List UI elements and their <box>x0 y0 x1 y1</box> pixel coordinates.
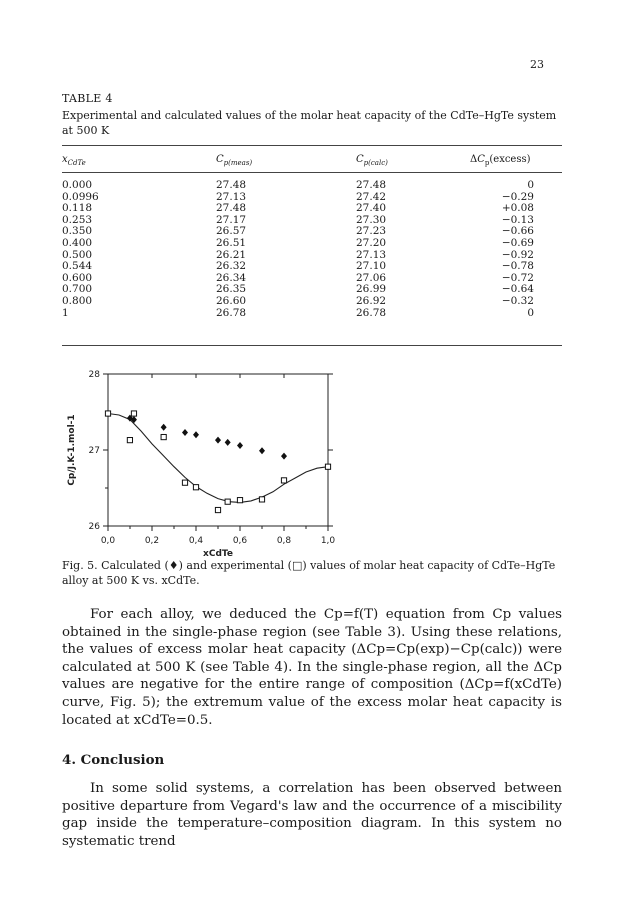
table-header-rule <box>62 172 562 173</box>
table-cell: −0.29 <box>501 190 534 203</box>
x-axis-label: xCdTe <box>203 549 233 559</box>
column-xcdte <box>62 180 99 319</box>
table-cell: 27.30 <box>356 213 387 226</box>
diamond-marker-icon: ♦ <box>168 559 179 572</box>
calculated-point <box>193 431 199 438</box>
table-cell: −0.92 <box>501 248 534 261</box>
table-cell: 0.0996 <box>62 190 99 203</box>
table-cell: 0.500 <box>62 248 93 261</box>
table-cell: 27.48 <box>216 202 247 215</box>
table-cell: 0.118 <box>62 202 93 215</box>
table-cell: −0.66 <box>501 225 534 238</box>
table-cell: −0.13 <box>501 213 534 226</box>
experimental-point <box>259 497 264 502</box>
table-cell: 0.000 <box>62 179 93 191</box>
header-xcdte: $x_{CdTe}$ <box>62 154 86 167</box>
table-cell: 0.544 <box>62 260 93 273</box>
table-cell: 26.78 <box>216 306 247 319</box>
experimental-point <box>215 507 220 512</box>
table-cell: 26.51 <box>216 236 247 249</box>
column-delta-cp <box>490 180 534 319</box>
table-cell: 0.253 <box>62 213 93 226</box>
table-cell: 27.40 <box>356 202 387 215</box>
column-cp-meas <box>216 180 246 319</box>
table-cell: 26.32 <box>216 260 247 273</box>
calculated-point <box>237 442 243 449</box>
heat-capacity-chart <box>60 362 360 560</box>
experimental-point <box>105 411 110 416</box>
table-cell: 27.17 <box>216 213 247 226</box>
table-cell: 26.35 <box>216 283 247 296</box>
figure-caption: Fig. 5. Calculated (♦) and experimental (□) values of molar heat capacity of CdTe–HgTe alloy at 500 K vs. xCdTe. <box>62 559 556 587</box>
table-cell: 27.13 <box>216 190 247 203</box>
table-cell: 27.42 <box>356 190 387 203</box>
experimental-point <box>161 434 166 439</box>
calculated-point <box>281 453 287 460</box>
table-cell: −0.32 <box>501 294 534 307</box>
table-cell: −0.78 <box>501 260 534 273</box>
square-marker-icon: □ <box>291 559 303 572</box>
table-cell: 27.13 <box>356 248 387 261</box>
table-cell: 27.06 <box>356 271 387 284</box>
header-delta-cp: $\Delta C_p(excess)$ <box>470 154 531 167</box>
calculated-point <box>225 439 231 446</box>
table-cell: −0.72 <box>501 271 534 284</box>
calculated-point <box>182 429 188 436</box>
plot-frame <box>108 374 328 526</box>
x-tick-label: 0,0 <box>100 536 116 546</box>
table-cell: 26.78 <box>356 306 387 319</box>
header-cp-meas: $C_{p(meas)}$ <box>216 154 253 167</box>
table-cell: 0 <box>527 179 534 191</box>
table-cell: 27.10 <box>356 260 387 273</box>
experimental-point <box>325 464 330 469</box>
calculated-point <box>161 424 167 431</box>
y-tick-label: 28 <box>88 370 100 380</box>
table-cell: +0.08 <box>501 202 534 215</box>
page-number: 23 <box>530 58 544 71</box>
table-cell: −0.64 <box>501 283 534 296</box>
table-cell: 0.350 <box>62 225 93 238</box>
y-tick-label: 26 <box>88 522 100 532</box>
calculated-point <box>215 437 221 444</box>
table-label: TABLE 4 <box>62 92 113 105</box>
table-cell: 0.700 <box>62 283 93 296</box>
body-paragraph-2: In some solid systems, a correlation has been observed between positive departure from Vegard's law and the occurrence of a miscibility gap inside the temperature–composition diagram. In this system no systematic trend <box>62 781 562 849</box>
table-top-rule <box>62 145 562 146</box>
x-tick-label: 0,4 <box>188 536 204 546</box>
experimental-point <box>182 480 187 485</box>
table-cell: 0 <box>527 306 534 319</box>
table-cell: 0.600 <box>62 271 93 284</box>
experimental-point <box>131 411 136 416</box>
experimental-point <box>127 438 132 443</box>
table-cell: 26.99 <box>356 283 387 296</box>
y-axis-label: Cp/J.K-1.mol-1 <box>67 414 77 486</box>
x-tick-label: 0,2 <box>144 536 160 546</box>
y-tick-label: 27 <box>88 446 100 456</box>
experimental-point <box>193 485 198 490</box>
x-tick-label: 1,0 <box>320 536 336 546</box>
table-cell: 0.400 <box>62 236 93 249</box>
table-cell: 1 <box>62 306 69 319</box>
experimental-point <box>237 498 242 503</box>
section-title: 4. Conclusion <box>62 752 165 768</box>
table-cell: 27.48 <box>216 179 247 191</box>
table-caption: Experimental and calculated values of the molar heat capacity of the CdTe–HgTe system at 500 K <box>62 109 557 137</box>
table-cell: 27.20 <box>356 236 387 249</box>
experimental-point <box>225 499 230 504</box>
table-cell: −0.69 <box>501 236 534 249</box>
x-tick-label: 0,8 <box>276 536 292 546</box>
table-bottom-rule <box>62 345 562 346</box>
table-cell: 26.92 <box>356 294 387 307</box>
column-cp-calc <box>356 180 386 319</box>
body-paragraph-1: For each alloy, we deduced the Cp=f(T) equation from Cp values obtained in the single-phase region (see Table 3). Using these relations, the values of excess molar heat capacity (ΔCp=Cp(exp)−Cp(calc)) were calculated at 500 K (see Table 4). In the single-phase region, all the ΔCp values are negative for the entire range of composition (ΔCp=f(xCdTe) curve, Fig. 5); the extremum value of the excess molar heat capacity is located at xCdTe=0.5. <box>62 607 562 728</box>
experimental-point <box>281 478 286 483</box>
x-tick-label: 0,6 <box>232 536 248 546</box>
table-cell: 0.800 <box>62 294 93 307</box>
calculated-point <box>259 447 265 454</box>
header-cp-calc: $C_{p(calc)}$ <box>356 154 388 167</box>
table-cell: 27.48 <box>356 179 387 191</box>
table-cell: 26.34 <box>216 271 247 284</box>
table-cell: 26.21 <box>216 248 247 261</box>
table-cell: 27.23 <box>356 225 387 238</box>
fit-curve <box>108 414 328 503</box>
table-cell: 26.57 <box>216 225 247 238</box>
table-cell: 26.60 <box>216 294 247 307</box>
